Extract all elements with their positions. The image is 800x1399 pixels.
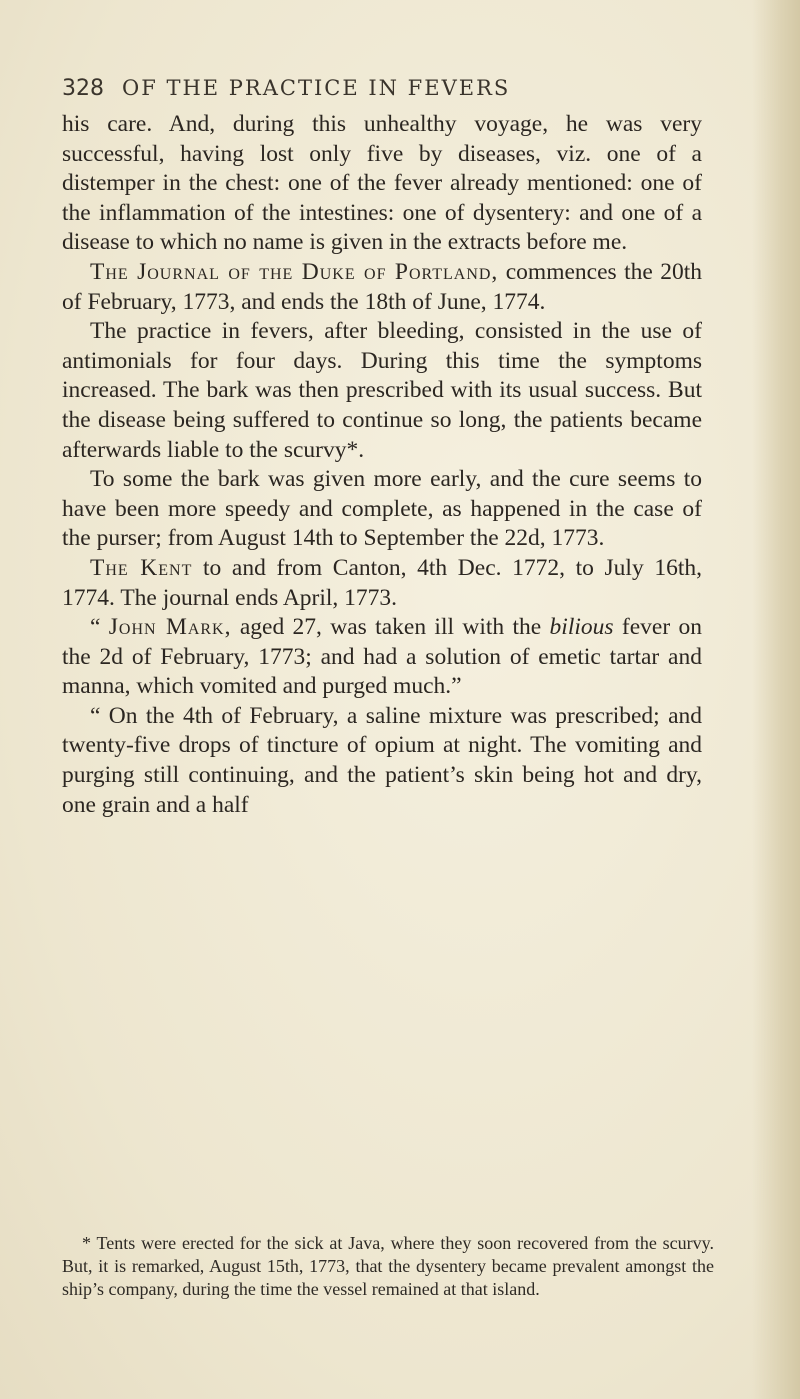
paragraph-6-mid: aged 27, was taken ill with the xyxy=(231,614,550,641)
patient-name: John Mark, xyxy=(108,614,232,641)
paragraph-7: “ On the 4th of February, a saline mixture was prescribed; and twenty-five drops of tincture of opium at night. The vomiting and purging still continuing, and the patient’s skin being hot and dry, one grain and a half xyxy=(62,702,702,818)
running-title: OF THE PRACTICE IN FEVERS xyxy=(122,76,511,100)
body-text xyxy=(62,110,702,820)
paragraph-6 xyxy=(62,613,702,702)
paragraph-2-rest: commences the 20th of February, 1773, and ends the 18th of June, 1774. xyxy=(62,258,702,315)
paragraph-4: To some the bark was given more early, and the cure seems to have been more speedy and complete, as happened in the case of the purser; from August 14th to September the 22d, 1773. xyxy=(62,466,702,552)
ship-name-duke-of-portland: The Journal of the Duke of Portland, xyxy=(90,258,499,285)
running-header xyxy=(62,76,682,101)
paragraph-6-rest: fever on the 2d of February, 1773; and had a solution of emetic tartar and manna, which vomited and purged much.” xyxy=(62,614,702,700)
quote-open: “ xyxy=(90,614,109,641)
italic-bilious: bilious xyxy=(549,614,614,641)
ship-name-kent: The Kent xyxy=(90,554,193,581)
page-number: 328 xyxy=(62,76,104,101)
footnote xyxy=(62,1232,714,1302)
page-edge-shadow xyxy=(752,0,800,1399)
paragraph-1: his care. And, during this unhealthy voyage, he was very successful, having lost only five by diseases, viz. one of a distemper in the chest: one of the fever already mentioned: one of the inflammation of the intestines: one of dysentery: and one of a disease to which no name is given in the extracts before me. xyxy=(62,111,702,256)
footnote-text: * Tents were erected for the sick at Java, where they soon recovered from the scurvy. But, it is remarked, August 15th, 1773, that the dysentery became prevalent amongst the ship’s company, during the time the vessel remained at that island. xyxy=(62,1233,714,1300)
paragraph-2 xyxy=(62,258,702,317)
paragraph-3: The practice in fevers, after bleeding, consisted in the use of antimonials for four days. During this time the symptoms increased. The bark was then prescribed with its usual success. But the disease being suffered to continue so long, the patients became afterwards liable to the scurvy*. xyxy=(62,318,702,463)
paragraph-5 xyxy=(62,554,702,613)
paragraph-5-rest: to and from Canton, 4th Dec. 1772, to July 16th, 1774. The journal ends April, 1773. xyxy=(62,554,702,611)
